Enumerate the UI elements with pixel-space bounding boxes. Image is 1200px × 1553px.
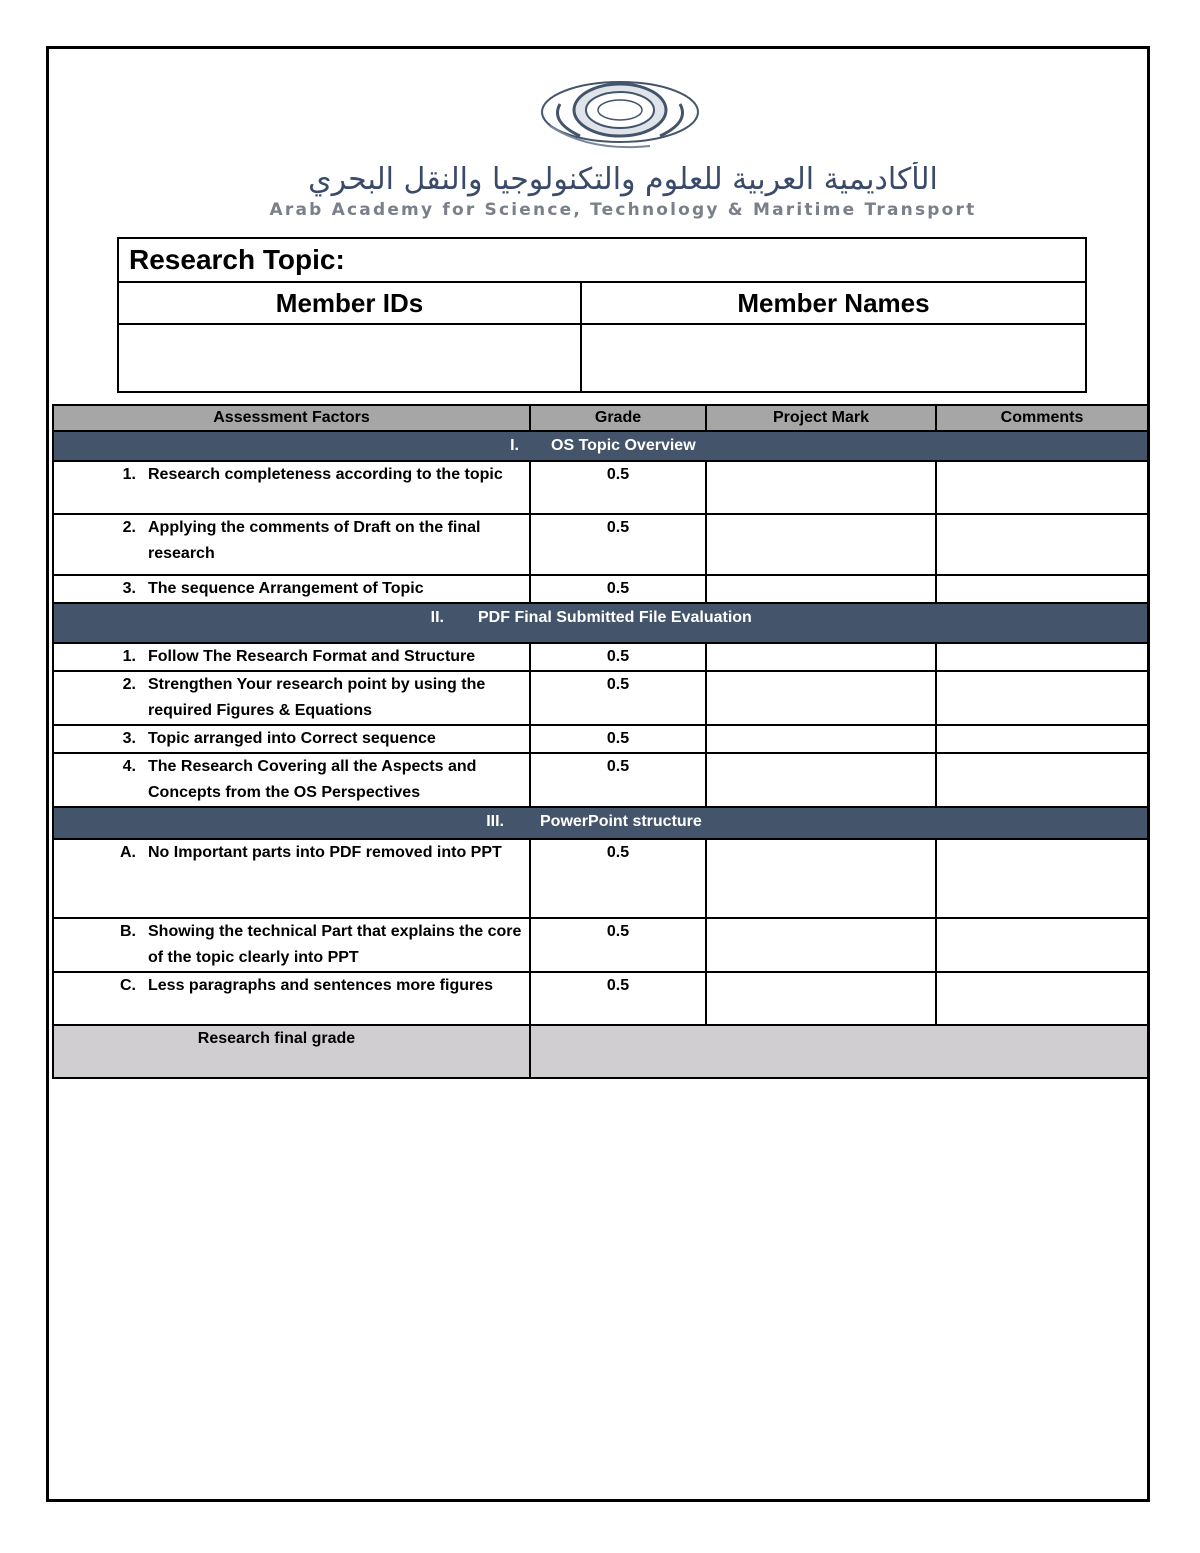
item-number: B. (120, 923, 136, 940)
research-topic-label: Research Topic: (118, 238, 1086, 282)
grade-value: 0.5 (530, 839, 706, 918)
comments-cell[interactable] (936, 839, 1148, 918)
academy-logo (120, 78, 1100, 218)
member-names-cell[interactable] (581, 324, 1086, 392)
grade-value: 0.5 (530, 972, 706, 1025)
column-header: Grade (530, 405, 706, 431)
grade-value: 0.5 (530, 461, 706, 514)
column-header: Project Mark (706, 405, 936, 431)
grade-value: 0.5 (530, 753, 706, 807)
project-mark-cell[interactable] (706, 461, 936, 514)
comments-cell[interactable] (936, 753, 1148, 807)
research-info-table (117, 237, 1087, 393)
item-number: 3. (122, 730, 136, 747)
item-text: Less paragraphs and sentences more figures (148, 977, 494, 994)
item-text: The Research Covering all the Aspects and Concepts from the OS Perspectives (148, 758, 477, 801)
table-row (53, 643, 1148, 671)
table-header-row (53, 405, 1148, 431)
project-mark-cell[interactable] (706, 725, 936, 753)
member-names-header: Member Names (581, 282, 1086, 324)
table-row (53, 918, 1148, 972)
comments-cell[interactable] (936, 918, 1148, 972)
emblem-icon (120, 78, 1100, 168)
section-row (53, 603, 1148, 643)
grade-value: 0.5 (530, 514, 706, 575)
project-mark-cell[interactable] (706, 575, 936, 603)
project-mark-cell[interactable] (706, 671, 936, 725)
table-row (53, 725, 1148, 753)
project-mark-cell[interactable] (706, 514, 936, 575)
column-header: Assessment Factors (53, 405, 530, 431)
grade-value: 0.5 (530, 918, 706, 972)
item-text: No Important parts into PDF removed into PPT (148, 844, 502, 861)
item-text: Follow The Research Format and Structure (148, 648, 476, 665)
comments-cell[interactable] (936, 972, 1148, 1025)
grade-value: 0.5 (530, 575, 706, 603)
comments-cell[interactable] (936, 575, 1148, 603)
table-row (53, 514, 1148, 575)
item-number: 2. (122, 519, 136, 536)
item-text: Research completeness according to the topic (148, 466, 503, 483)
project-mark-cell[interactable] (706, 972, 936, 1025)
item-number: C. (120, 977, 136, 994)
final-grade-label: Research final grade (53, 1025, 530, 1078)
table-row (53, 753, 1148, 807)
section-numeral: II. (430, 609, 444, 626)
column-header: Comments (936, 405, 1148, 431)
grade-value: 0.5 (530, 643, 706, 671)
grade-value: 0.5 (530, 671, 706, 725)
item-number: 2. (122, 676, 136, 693)
comments-cell[interactable] (936, 461, 1148, 514)
section-title: OS Topic Overview (551, 437, 696, 454)
item-text: Topic arranged into Correct sequence (148, 730, 436, 747)
table-row (53, 972, 1148, 1025)
item-number: 1. (122, 648, 136, 665)
section-numeral: I. (510, 437, 519, 454)
item-number: 3. (122, 580, 136, 597)
final-grade-cell[interactable] (530, 1025, 1148, 1078)
item-text: Showing the technical Part that explains the core of the topic clearly into PPT (148, 923, 522, 966)
grade-value: 0.5 (530, 725, 706, 753)
item-number: 4. (122, 758, 136, 775)
member-ids-cell[interactable] (118, 324, 581, 392)
item-text: The sequence Arrangement of Topic (148, 580, 424, 597)
arabic-institution-name: الأكاديمية العربية للعلوم والتكنولوجيا والنقل البحري (308, 162, 938, 197)
item-text: Applying the comments of Draft on the final research (148, 519, 481, 562)
comments-cell[interactable] (936, 643, 1148, 671)
comments-cell[interactable] (936, 671, 1148, 725)
item-number: A. (120, 844, 136, 861)
english-institution-name: Arab Academy for Science, Technology & Maritime Transport (269, 200, 977, 220)
item-text: Strengthen Your research point by using the required Figures & Equations (148, 676, 486, 719)
project-mark-cell[interactable] (706, 839, 936, 918)
section-title: PowerPoint structure (540, 813, 702, 830)
item-number: 1. (122, 466, 136, 483)
project-mark-cell[interactable] (706, 918, 936, 972)
table-row (53, 461, 1148, 514)
table-row (53, 839, 1148, 918)
table-row (53, 575, 1148, 603)
section-title: PDF Final Submitted File Evaluation (478, 609, 752, 626)
section-numeral: III. (486, 813, 504, 830)
final-grade-row (53, 1025, 1148, 1078)
section-row (53, 431, 1148, 461)
project-mark-cell[interactable] (706, 643, 936, 671)
table-row (53, 671, 1148, 725)
member-ids-header: Member IDs (118, 282, 581, 324)
comments-cell[interactable] (936, 725, 1148, 753)
comments-cell[interactable] (936, 514, 1148, 575)
assessment-table (52, 404, 1149, 1079)
section-row (53, 807, 1148, 839)
project-mark-cell[interactable] (706, 753, 936, 807)
